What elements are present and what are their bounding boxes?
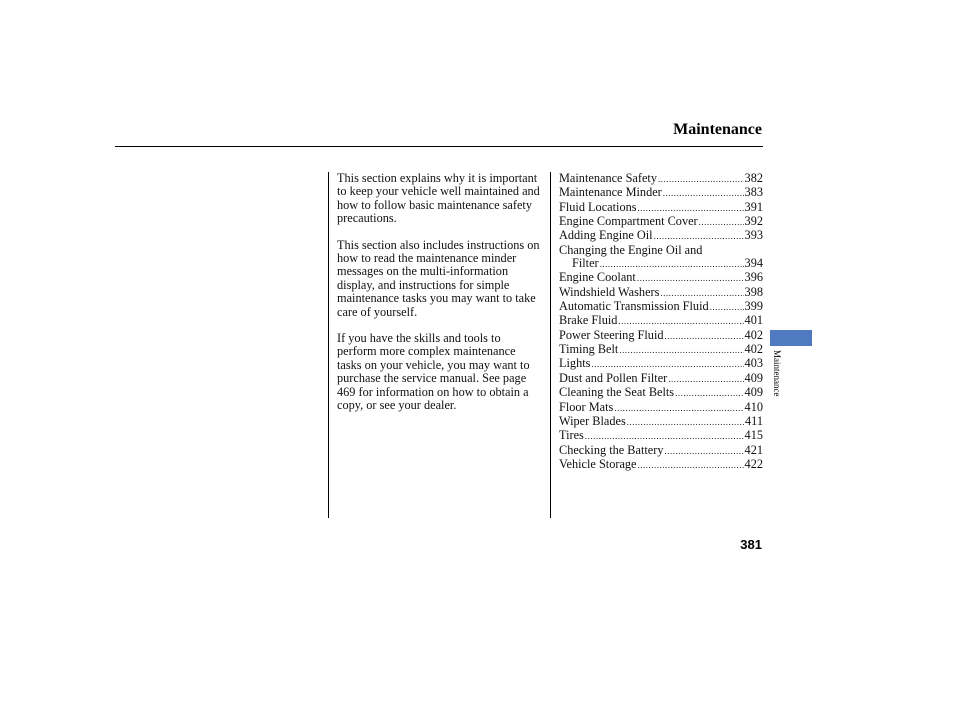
toc-item-label: Windshield Washers	[559, 285, 660, 299]
toc-item-page: 382	[744, 172, 763, 185]
toc-item-label: Changing the Engine Oil and	[559, 242, 703, 257]
toc-item-page: 383	[744, 186, 763, 200]
toc-item-label: Lights	[559, 357, 591, 371]
toc-item-brake-fluid[interactable]	[559, 314, 763, 328]
toc-item-label: Checking the Battery	[559, 443, 664, 457]
toc-item-label: Timing Belt	[559, 343, 619, 357]
toc-item-label: Floor Mats	[559, 400, 614, 414]
toc-item-engine-coolant[interactable]	[559, 271, 763, 285]
intro-text	[337, 172, 542, 426]
toc-item-label: Filter	[572, 257, 599, 271]
toc-item-label: Vehicle Storage	[559, 457, 637, 471]
toc-item-page: 411	[745, 414, 763, 428]
toc-item-maintenance-safety[interactable]	[559, 172, 763, 186]
toc-item-maintenance-minder[interactable]	[559, 186, 763, 200]
toc-item-page: 402	[744, 328, 763, 342]
intro-paragraph-2: This section also includes instructions on how to read the maintenance minder messages on the multi-information display, and instructions for simple maintenance tasks you may want to take care of yourself.	[337, 237, 540, 319]
toc-item-automatic-transmission-fluid[interactable]	[559, 300, 763, 314]
toc-item-page: 392	[744, 215, 763, 229]
toc-item-page: 422	[744, 457, 763, 471]
toc-item-wiper-blades[interactable]	[559, 415, 763, 429]
toc-item-cleaning-seat-belts[interactable]	[559, 386, 763, 400]
toc-item-page: 415	[744, 429, 763, 443]
toc-item-checking-battery[interactable]	[559, 444, 763, 458]
section-tab[interactable]	[770, 330, 812, 346]
toc-item-floor-mats[interactable]	[559, 401, 763, 415]
toc-item-label: Power Steering Fluid	[559, 328, 664, 342]
section-tab-label: Maintenance	[772, 350, 782, 397]
toc-item-engine-compartment-cover[interactable]	[559, 215, 763, 229]
toc-item-fluid-locations[interactable]	[559, 201, 763, 215]
toc-item-page: 393	[744, 229, 763, 243]
page-number: 381	[740, 537, 762, 552]
column-divider-middle	[550, 172, 551, 518]
toc-item-label: Engine Coolant	[559, 271, 636, 285]
column-divider-left	[328, 172, 329, 518]
toc-item-page: 391	[744, 200, 763, 214]
toc-item-page: 394	[744, 257, 763, 271]
toc-item-page: 396	[744, 271, 763, 285]
toc-item-adding-engine-oil[interactable]	[559, 229, 763, 243]
toc-item-page: 401	[744, 314, 763, 328]
toc-item-label: Brake Fluid	[559, 314, 618, 328]
toc-item-label: Fluid Locations	[559, 200, 637, 214]
toc-item-changing-engine-oil-cont[interactable]	[559, 257, 763, 271]
header-rule	[115, 146, 763, 147]
toc-item-label: Cleaning the Seat Belts	[559, 386, 675, 400]
toc-item-label: Wiper Blades	[559, 414, 626, 428]
toc-item-page: 402	[744, 343, 763, 357]
toc-item-page: 409	[744, 371, 763, 385]
toc-item-page: 409	[744, 386, 763, 400]
toc-item-page: 403	[744, 357, 763, 371]
toc-item-label: Automatic Transmission Fluid	[559, 300, 709, 314]
toc-item-tires[interactable]	[559, 429, 763, 443]
toc-item-label: Tires	[559, 429, 584, 443]
page-title: Maintenance	[673, 121, 762, 138]
toc-item-label: Dust and Pollen Filter	[559, 371, 668, 385]
toc-item-label: Maintenance Safety	[559, 172, 657, 185]
intro-paragraph-3: If you have the skills and tools to perform more complex maintenance tasks on your vehicle, you may want to purchase the service manual. See page 469 for information on how to obtain a copy, or see your dealer.	[337, 331, 530, 413]
toc-item-dust-pollen-filter[interactable]	[559, 372, 763, 386]
toc-item-lights[interactable]	[559, 357, 763, 371]
toc-item-page: 410	[744, 400, 763, 414]
toc-item-page: 398	[744, 285, 763, 299]
intro-paragraph-1: This section explains why it is important to keep your vehicle well maintained and how to follow basic maintenance safety precautions.	[337, 171, 540, 226]
toc-item-windshield-washers[interactable]	[559, 286, 763, 300]
toc-item-vehicle-storage[interactable]	[559, 458, 763, 472]
toc-item-changing-engine-oil[interactable]	[559, 244, 763, 257]
toc-item-label: Adding Engine Oil	[559, 229, 653, 243]
toc-item-power-steering-fluid[interactable]	[559, 329, 763, 343]
toc-item-label: Maintenance Minder	[559, 186, 662, 200]
toc-item-label: Engine Compartment Cover	[559, 215, 698, 229]
toc-item-page: 421	[744, 443, 763, 457]
toc-item-page: 399	[744, 300, 763, 314]
toc-item-timing-belt[interactable]	[559, 343, 763, 357]
table-of-contents	[559, 172, 763, 472]
